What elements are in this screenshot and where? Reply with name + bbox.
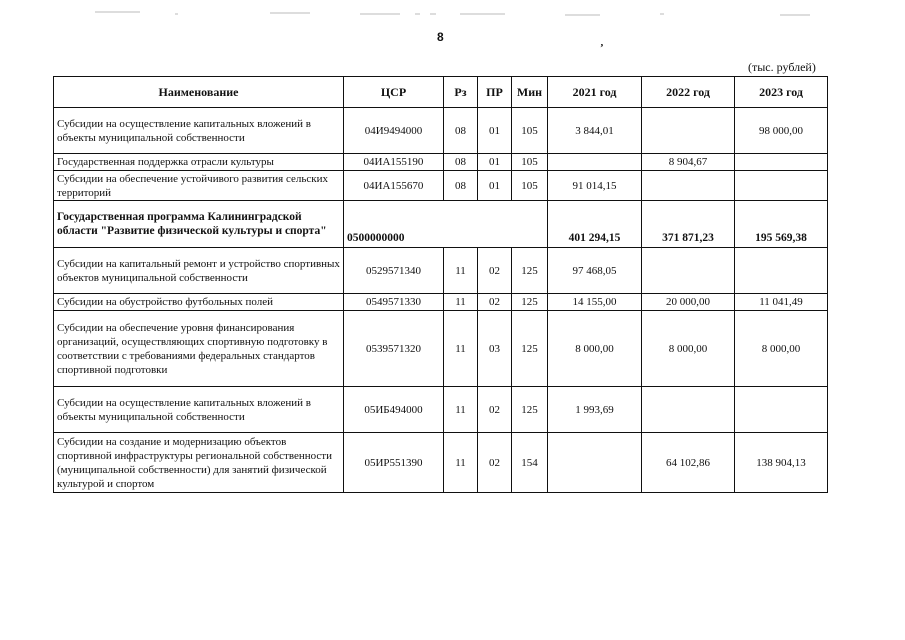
row-min: 125 [512, 387, 548, 433]
row-rz: 11 [444, 294, 478, 311]
row-csr: 04И9494000 [344, 108, 444, 154]
header-2023: 2023 год [735, 77, 828, 108]
page-number: 8 [437, 30, 444, 44]
table-row [54, 433, 828, 493]
row-csr: 05ИР551390 [344, 433, 444, 493]
row-pr: 02 [478, 248, 512, 294]
program-2021: 401 294,15 [548, 201, 642, 248]
row-2022: 8 000,00 [642, 311, 735, 387]
row-2021: 1 993,69 [548, 387, 642, 433]
row-rz: 11 [444, 311, 478, 387]
header-2021: 2021 год [548, 77, 642, 108]
row-2023 [735, 248, 828, 294]
program-name: Государственная программа Калининградской области "Развитие физической культуры и спорта" [54, 201, 344, 248]
row-2021: 91 014,15 [548, 171, 642, 201]
row-pr: 02 [478, 294, 512, 311]
row-rz: 11 [444, 248, 478, 294]
row-2022: 64 102,86 [642, 433, 735, 493]
row-2022: 8 904,67 [642, 154, 735, 171]
program-2023: 195 569,38 [735, 201, 828, 248]
row-rz: 11 [444, 433, 478, 493]
row-2023: 138 904,13 [735, 433, 828, 493]
row-2023: 11 041,49 [735, 294, 828, 311]
table-row [54, 311, 828, 387]
row-name: Субсидии на осуществление капитальных вложений в объекты муниципальной собственности [54, 108, 344, 154]
row-pr: 03 [478, 311, 512, 387]
table-header-row [54, 77, 828, 108]
row-min: 125 [512, 294, 548, 311]
row-rz: 08 [444, 154, 478, 171]
table-row [54, 108, 828, 154]
row-csr: 0549571330 [344, 294, 444, 311]
table-row [54, 294, 828, 311]
row-pr: 01 [478, 171, 512, 201]
row-2022: 20 000,00 [642, 294, 735, 311]
budget-table [53, 76, 828, 493]
header-rz: Рз [444, 77, 478, 108]
row-min: 105 [512, 108, 548, 154]
row-name: Субсидии на обустройство футбольных полей [54, 294, 344, 311]
scan-stray-mark: ’ [600, 42, 604, 54]
row-2021: 14 155,00 [548, 294, 642, 311]
row-rz: 08 [444, 108, 478, 154]
row-rz: 11 [444, 387, 478, 433]
row-name: Субсидии на капитальный ремонт и устройство спортивных объектов муниципальной собственности [54, 248, 344, 294]
row-2021 [548, 154, 642, 171]
row-min: 105 [512, 171, 548, 201]
row-csr: 0539571320 [344, 311, 444, 387]
units-label: (тыс. рублей) [748, 60, 816, 74]
row-name: Субсидии на создание и модернизацию объектов спортивной инфраструктуры региональной собственности (муниципальной собственности) для занятий физической культурой и спортом [54, 433, 344, 493]
row-2023: 98 000,00 [735, 108, 828, 154]
row-2022 [642, 387, 735, 433]
row-2023 [735, 171, 828, 201]
program-row [54, 201, 828, 248]
row-csr: 04ИА155670 [344, 171, 444, 201]
row-2022 [642, 171, 735, 201]
row-2023: 8 000,00 [735, 311, 828, 387]
row-2022 [642, 108, 735, 154]
row-2021: 8 000,00 [548, 311, 642, 387]
row-2022 [642, 248, 735, 294]
program-2022: 371 871,23 [642, 201, 735, 248]
row-pr: 02 [478, 387, 512, 433]
header-csr: ЦСР [344, 77, 444, 108]
row-2021: 3 844,01 [548, 108, 642, 154]
row-name: Субсидии на обеспечение уровня финансирования организаций, осуществляющих спортивную подготовку в соответствии с требованиями федеральных стандартов спортивной подготовки [54, 311, 344, 387]
row-pr: 01 [478, 108, 512, 154]
header-2022: 2022 год [642, 77, 735, 108]
row-pr: 02 [478, 433, 512, 493]
row-csr: 04ИА155190 [344, 154, 444, 171]
row-min: 125 [512, 248, 548, 294]
table-row [54, 387, 828, 433]
row-2023 [735, 387, 828, 433]
row-name: Субсидии на осуществление капитальных вложений в объекты муниципальной собственности [54, 387, 344, 433]
table-row [54, 248, 828, 294]
table-row [54, 171, 828, 201]
header-pr: ПР [478, 77, 512, 108]
row-2021: 97 468,05 [548, 248, 642, 294]
row-csr: 0529571340 [344, 248, 444, 294]
row-name: Субсидии на обеспечение устойчивого развития сельских территорий [54, 171, 344, 201]
row-rz: 08 [444, 171, 478, 201]
row-csr: 05ИБ494000 [344, 387, 444, 433]
row-min: 105 [512, 154, 548, 171]
header-min: Мин [512, 77, 548, 108]
row-min: 154 [512, 433, 548, 493]
header-name: Наименование [54, 77, 344, 108]
row-pr: 01 [478, 154, 512, 171]
scan-top-edge-marks [0, 0, 905, 20]
row-name: Государственная поддержка отрасли культуры [54, 154, 344, 171]
row-min: 125 [512, 311, 548, 387]
row-2023 [735, 154, 828, 171]
table-row [54, 154, 828, 171]
program-csr: 0500000000 [344, 201, 548, 248]
row-2021 [548, 433, 642, 493]
